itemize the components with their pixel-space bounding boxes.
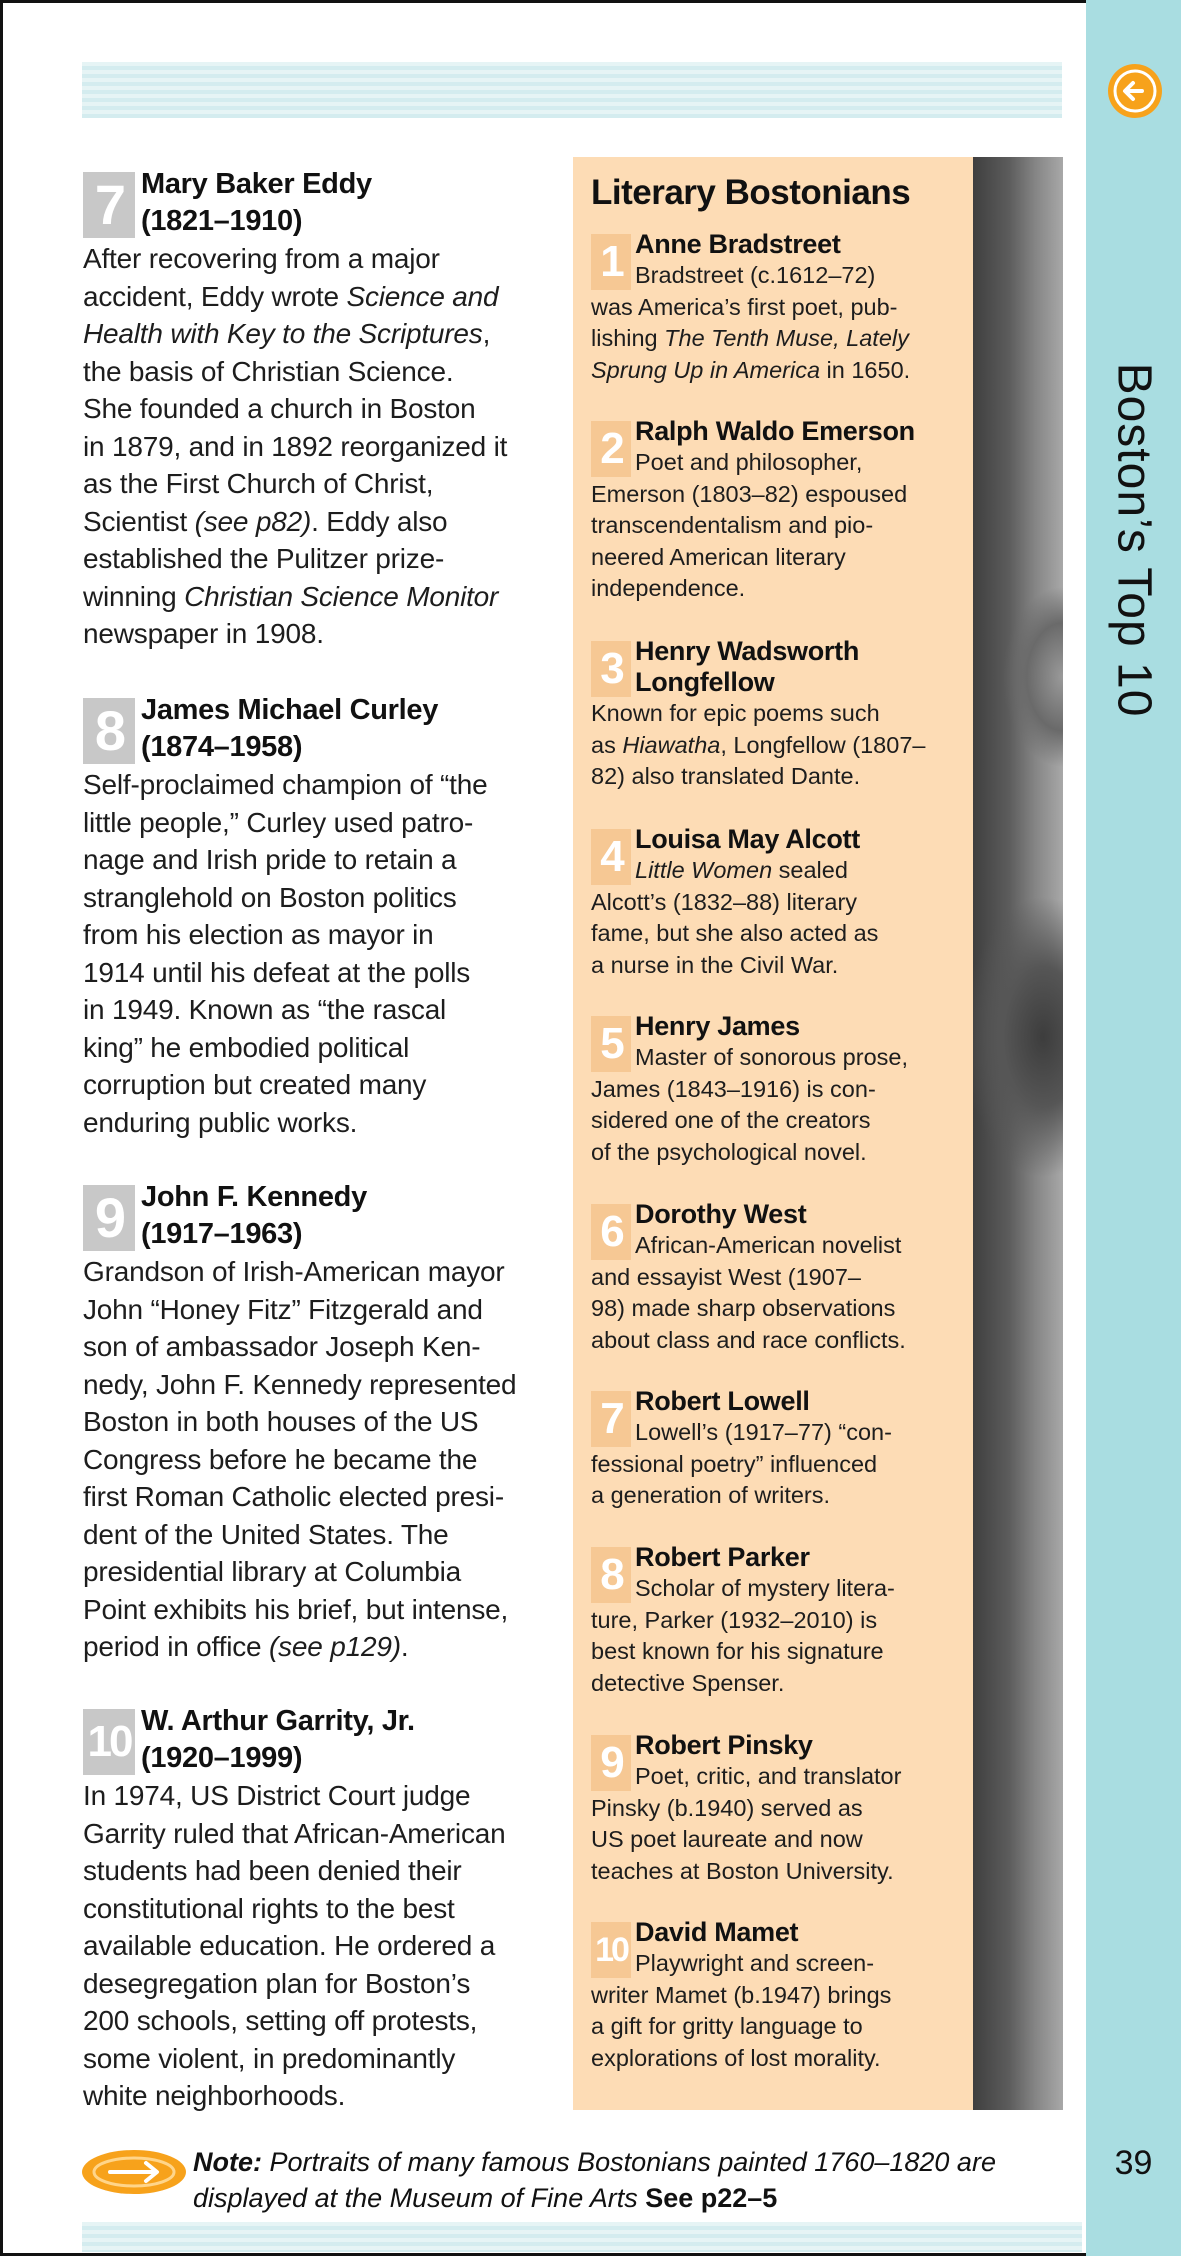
body-text: Grandson of Irish-American mayor John “Honey Fitz” Fitzgerald and son of ambassador Joseph Ken- nedy, John F. Kennedy represented Boston in both houses of the US Congress before he became the first Roman Catholic elected presi- dent of the United States. The presidential library at Columbia Point exhibits his brief, but intense, period in office xyxy=(83,1256,517,1662)
literary-item-1 xyxy=(591,229,961,386)
back-arrow-icon[interactable] xyxy=(1106,62,1164,120)
entry-body xyxy=(83,240,553,653)
literary-number: 5 xyxy=(591,1016,631,1072)
body-text: , the basis of Christian Science. She founded a church in Boston in 1879, and in 1892 reorganized it as the First Church of Christ, Scientist xyxy=(83,318,508,537)
literary-text: African-American novelist xyxy=(635,1232,902,1258)
literary-text xyxy=(591,292,961,387)
literary-text: Alcott’s (1832–88) literary fame, but she also acted as a nurse in the Civil War. xyxy=(591,888,879,978)
literary-text: Bradstreet (c.1612–72) xyxy=(635,262,876,288)
literary-text: Scholar of mystery litera- xyxy=(635,1575,895,1601)
entry-8 xyxy=(83,692,553,1141)
entry-name: W. Arthur Garrity, Jr. xyxy=(141,1705,415,1737)
literary-name: Henry James xyxy=(635,1011,800,1041)
entry-dates: (1917–1963) xyxy=(141,1218,303,1250)
body-text: Self-proclaimed champion of “the little people,” Curley used patro- nage and Irish pride to retain a stranglehold on Boston politics from his election as mayor in 1914 until his defeat at the polls in 1949. Known as “the rascal king” he embodied political corruption but created many enduring public works. xyxy=(83,769,488,1138)
literary-name: Louisa May Alcott xyxy=(635,824,860,854)
entry-number: 7 xyxy=(83,172,135,238)
literary-text: and essayist West (1907– 98) made sharp observations about class and race conflicts. xyxy=(591,1263,906,1353)
body-text: . Eddy also established the Pulitzer prize- winning xyxy=(83,505,448,612)
cross-reference: (see p129) xyxy=(268,1631,401,1662)
entry-10 xyxy=(83,1703,553,2115)
literary-number: 4 xyxy=(591,829,631,885)
entry-heading xyxy=(83,692,553,766)
entry-body xyxy=(83,1777,553,2115)
entry-name: James Michael Curley xyxy=(141,694,439,726)
literary-number: 2 xyxy=(591,421,631,477)
literary-item-4 xyxy=(591,824,961,981)
body-italic: Christian Science Monitor xyxy=(184,580,499,612)
literary-text: Poet and philosopher, xyxy=(635,449,863,475)
literary-text: Playwright and screen- xyxy=(635,1950,875,1976)
entry-heading xyxy=(83,166,553,240)
text-part: in 1650. xyxy=(820,356,911,383)
literary-name: Robert Lowell xyxy=(635,1386,810,1416)
entry-heading xyxy=(83,1703,553,1777)
text-part: , Longfellow (1807– 82) also translated Dante. xyxy=(591,731,926,789)
footer-note xyxy=(193,2144,1073,2216)
body-italic: Science and Health with Key to the Scriptures xyxy=(83,280,499,349)
entry-number: 9 xyxy=(83,1185,135,1251)
entry-name: Mary Baker Eddy xyxy=(141,168,372,200)
literary-number: 3 xyxy=(591,641,631,697)
literary-item-5 xyxy=(591,1011,961,1168)
literary-number: 8 xyxy=(591,1547,631,1603)
note-text: Portraits of many famous Bostonians painted 1760–1820 are displayed at the Museum of Fine Arts xyxy=(193,2147,996,2213)
entry-number: 10 xyxy=(83,1709,135,1775)
literary-name: Robert Pinsky xyxy=(635,1730,813,1760)
page-number: 39 xyxy=(1114,2144,1153,2182)
entry-dates: (1874–1958) xyxy=(141,731,303,763)
body-text: newspaper in 1908. xyxy=(83,618,324,649)
footer-stripe xyxy=(82,2222,1082,2252)
literary-number: 1 xyxy=(591,234,631,290)
literary-text: Poet, critic, and translator xyxy=(635,1763,902,1789)
literary-text: writer Mamet (b.1947) brings a gift for gritty language to explorations of lost morality. xyxy=(591,1981,892,2071)
body-text: . xyxy=(400,1631,409,1662)
literary-item-2 xyxy=(591,416,961,605)
entry-7 xyxy=(83,166,553,653)
see-reference[interactable]: See p22–5 xyxy=(645,2183,778,2213)
literary-name: Dorothy West xyxy=(635,1199,807,1229)
literary-item-7 xyxy=(591,1386,961,1512)
literary-item-10 xyxy=(591,1917,961,2074)
literary-text: Pinsky (b.1940) served as US poet laureate and now teaches at Boston University. xyxy=(591,1794,894,1884)
literary-heading: Literary Bostonians xyxy=(591,173,911,212)
literary-text xyxy=(591,698,961,793)
literary-text: ture, Parker (1932–2010) is best known for his signature detective Spenser. xyxy=(591,1606,884,1696)
book-title: Hiawatha xyxy=(622,731,721,758)
text-part: sealed xyxy=(772,857,848,883)
literary-number: 6 xyxy=(591,1204,631,1260)
literary-text: Master of sonorous prose, xyxy=(635,1044,908,1070)
literary-name: Anne Bradstreet xyxy=(635,229,841,259)
literary-name: Henry Wadsworth Longfellow xyxy=(635,636,860,697)
literary-text: James (1843–1916) is con- sidered one of the creators of the psychological novel. xyxy=(591,1075,876,1165)
literary-number: 10 xyxy=(591,1922,631,1978)
text-part: Known for epic poems such as xyxy=(591,700,880,758)
entry-heading xyxy=(83,1179,553,1253)
book-title: The Tenth Muse, Lately Sprung Up in America xyxy=(591,325,909,383)
literary-name: David Mamet xyxy=(635,1917,799,1947)
entry-number: 8 xyxy=(83,698,135,764)
section-title xyxy=(1086,330,1181,750)
entry-body xyxy=(83,1253,553,1666)
literary-item-9 xyxy=(591,1730,961,1887)
literary-item-3 xyxy=(591,636,961,793)
cross-reference: (see p82) xyxy=(194,505,312,537)
literary-text xyxy=(635,855,961,887)
header-stripe xyxy=(82,62,1062,118)
text-part: was America’s first poet, pub- lishing xyxy=(591,293,898,351)
entry-body xyxy=(83,766,553,1141)
literary-number: 7 xyxy=(591,1391,631,1447)
literary-item-8 xyxy=(591,1542,961,1699)
note-label: Note: xyxy=(193,2147,262,2177)
literary-text: Emerson (1803–82) espoused transcendentalism and pio- neered American literary independence. xyxy=(591,480,908,601)
book-title: Little Women xyxy=(635,857,773,883)
right-arrow-icon xyxy=(80,2148,188,2196)
body-text: After recovering from a major accident, Eddy wrote xyxy=(83,243,440,312)
literary-name: Ralph Waldo Emerson xyxy=(635,416,915,446)
literary-text: Lowell’s (1917–77) “con- xyxy=(635,1419,892,1445)
entry-name: John F. Kennedy xyxy=(141,1181,367,1213)
section-title-text: Boston’s Top 10 xyxy=(1107,362,1160,718)
portrait-photo xyxy=(973,157,1063,2110)
literary-item-6 xyxy=(591,1199,961,1356)
literary-number: 9 xyxy=(591,1735,631,1791)
body-text: In 1974, US District Court judge Garrity ruled that African-American students had been denied their constitutional rights to the best available education. He ordered a desegregation plan for Boston’s 200 schools, setting off protests, some violent, in predominantly white neighborhoods. xyxy=(83,1780,506,2111)
literary-name: Robert Parker xyxy=(635,1542,810,1572)
entry-dates: (1821–1910) xyxy=(141,205,303,237)
entry-dates: (1920–1999) xyxy=(141,1742,303,1774)
entry-9 xyxy=(83,1179,553,1666)
literary-text: fessional poetry” influenced a generation of writers. xyxy=(591,1450,878,1508)
